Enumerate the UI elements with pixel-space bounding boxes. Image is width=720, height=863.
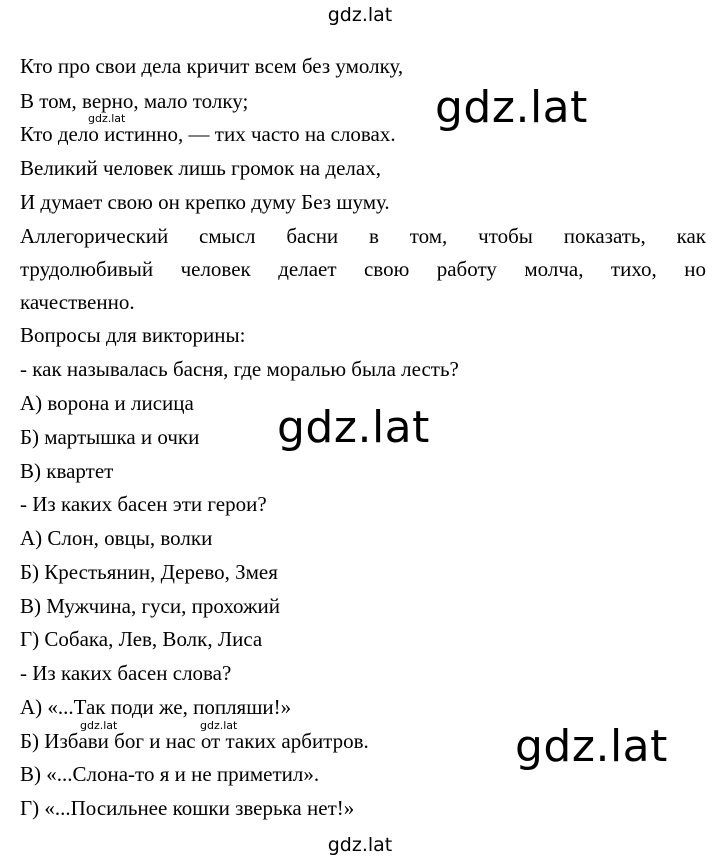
quiz-option: Г) «...Посильнее кошки зверька нет!» — [20, 796, 355, 820]
watermark-small: gdz.lat — [80, 719, 118, 732]
quiz-heading: Вопросы для викторины: — [20, 323, 246, 347]
poem-line: Кто дело истинно, — тих часто на словах. — [20, 122, 396, 146]
watermark-large: gdz.lat — [435, 82, 588, 133]
quiz-option: Б) Крестьянин, Дерево, Змея — [20, 560, 278, 584]
quiz-option: Г) Собака, Лев, Волк, Лиса — [20, 627, 263, 651]
quiz-option: А) ворона и лисица — [20, 391, 194, 415]
explanation-line: Аллегорический смысл басни в том, чтобы показать, как — [20, 224, 706, 248]
quiz-question: - Из каких басен эти герои? — [20, 492, 267, 516]
watermark-large: gdz.lat — [515, 721, 668, 772]
quiz-option: Б) мартышка и очки — [20, 425, 200, 449]
watermark-footer: gdz.lat — [327, 834, 393, 856]
quiz-option: В) «...Слона-то я и не приметил». — [20, 762, 320, 786]
poem-line: И думает свою он крепко думу Без шуму. — [20, 190, 390, 214]
quiz-option: В) квартет — [20, 459, 114, 483]
explanation-line: трудолюбивый человек делает свою работу молча, тихо, но — [20, 257, 706, 281]
explanation-line: качественно. — [20, 290, 135, 314]
watermark-small: gdz.lat — [88, 112, 126, 125]
watermark-small: gdz.lat — [200, 719, 238, 732]
poem-line: Великий человек лишь громок на делах, — [20, 156, 381, 180]
quiz-option: А) «...Так поди же, попляши!» — [20, 695, 292, 719]
poem-line: Кто про свои дела кричит всем без умолку, — [20, 54, 404, 78]
watermark-large: gdz.lat — [277, 402, 430, 453]
poem-line: В том, верно, мало толку; — [20, 89, 249, 113]
quiz-question: - Из каких басен слова? — [20, 661, 232, 685]
quiz-question: - как называлась басня, где моралью была лесть? — [20, 357, 459, 381]
quiz-option: Б) Избави бог и нас от таких арбитров. — [20, 729, 369, 753]
watermark-header: gdz.lat — [327, 4, 393, 26]
quiz-option: В) Мужчина, гуси, прохожий — [20, 594, 281, 618]
quiz-option: А) Слон, овцы, волки — [20, 526, 213, 550]
